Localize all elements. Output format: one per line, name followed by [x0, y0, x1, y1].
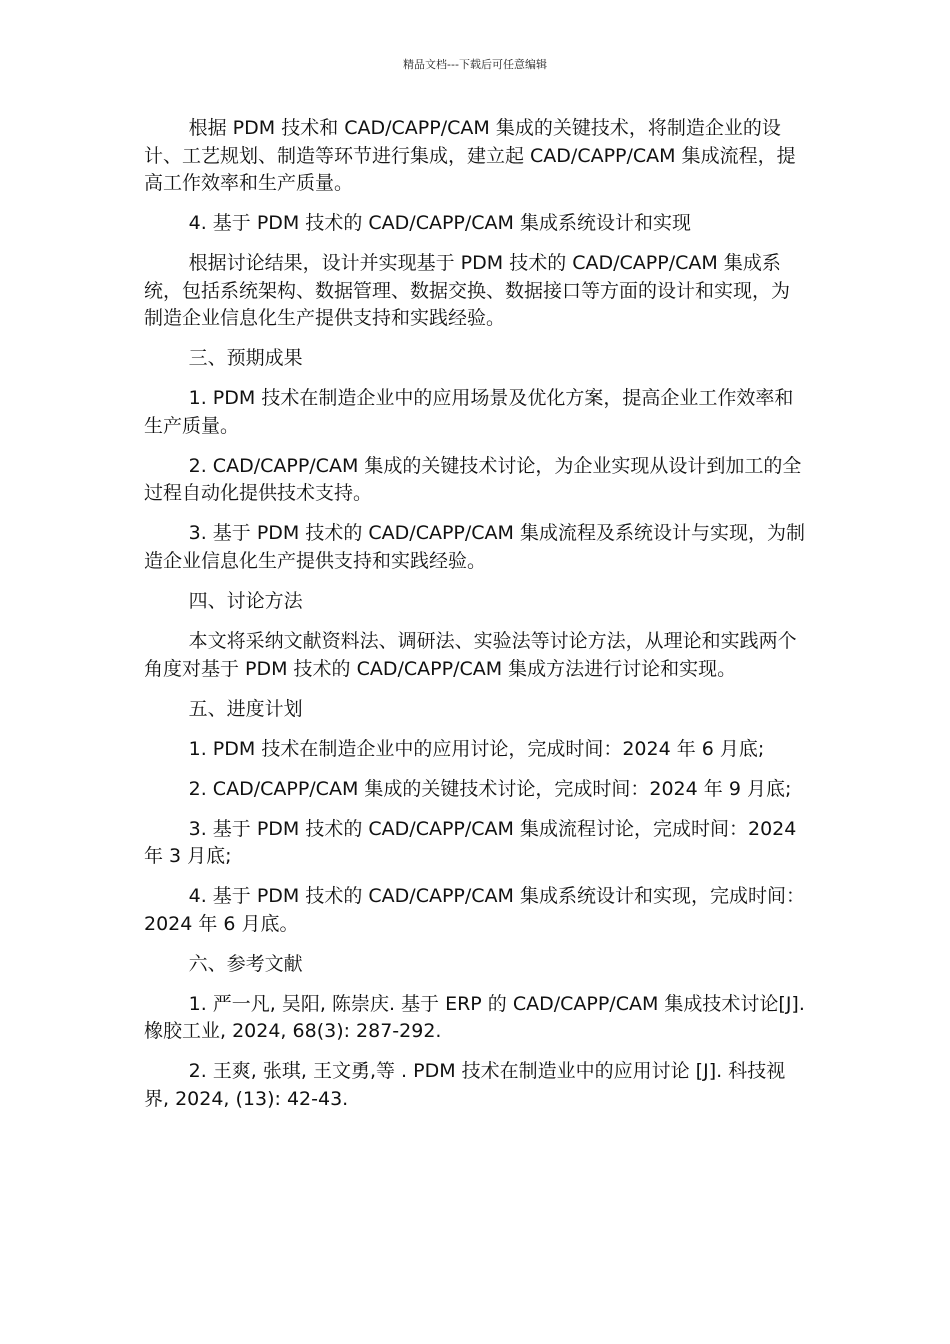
section-heading-references: 六、参考文献 [188, 952, 303, 975]
result-item-1: 1. PDM 技术在制造企业中的应用场景及优化方案，提高企业工作效率和生产质量。 [144, 387, 794, 437]
paragraph-integration-process: 根据 PDM 技术和 CAD/CAPP/CAM 集成的关键技术，将制造企业的设计、工艺规划、制造等环节进行集成，建立起 CAD/CAPP/CAM 集成流程，提高工作效率和生产质量。 [144, 117, 796, 195]
result-item-3: 3. 基于 PDM 技术的 CAD/CAPP/CAM 集成流程及系统设计与实现，为制造企业信息化生产提供支持和实践经验。 [144, 522, 805, 573]
schedule-item-1: 1. PDM 技术在制造企业中的应用讨论，完成时间：2024 年 6 月底; [188, 737, 765, 760]
result-item-2: 2. CAD/CAPP/CAM 集成的关键技术讨论，为企业实现从设计到加工的全过程自动化提供技术支持。 [144, 454, 802, 505]
page-header: 精品文档---下载后可任意编辑 [403, 58, 547, 71]
schedule-item-3: 3. 基于 PDM 技术的 CAD/CAPP/CAM 集成流程讨论，完成时间：2024 年 3 月底; [144, 817, 797, 868]
reference-item-1: 1. 严一凡, 吴阳, 陈崇庆. 基于 ERP 的 CAD/CAPP/CAM 集成技术讨论[J]. 橡胶工业, 2024, 68(3): 287-292. [144, 992, 805, 1043]
paragraph-system-design: 根据讨论结果，设计并实现基于 PDM 技术的 CAD/CAPP/CAM 集成系统，包括系统架构、数据管理、数据交换、数据接口等方面的设计和实现，为制造企业信息化生产提供支持和实践经验。 [144, 252, 791, 330]
section-heading-expected-results: 三、预期成果 [188, 347, 303, 370]
paragraph-methods: 本文将采纳文献资料法、调研法、实验法等讨论方法，从理论和实践两个角度对基于 PDM 技术的 CAD/CAPP/CAM 集成方法进行讨论和实现。 [144, 630, 797, 680]
item-system-design-heading: 4. 基于 PDM 技术的 CAD/CAPP/CAM 集成系统设计和实现 [188, 212, 691, 235]
reference-item-2: 2. 王爽, 张琪, 王文勇,等 . PDM 技术在制造业中的应用讨论 [J]. 科技视界, 2024, (13): 42-43. [144, 1060, 786, 1110]
schedule-item-2: 2. CAD/CAPP/CAM 集成的关键技术讨论，完成时间：2024 年 9 月底; [188, 777, 792, 800]
section-heading-methods: 四、讨论方法 [188, 590, 303, 613]
document-body [144, 115, 808, 1126]
section-heading-schedule: 五、进度计划 [188, 697, 303, 720]
schedule-item-4: 4. 基于 PDM 技术的 CAD/CAPP/CAM 集成系统设计和实现，完成时间：2024 年 6 月底。 [144, 885, 805, 935]
